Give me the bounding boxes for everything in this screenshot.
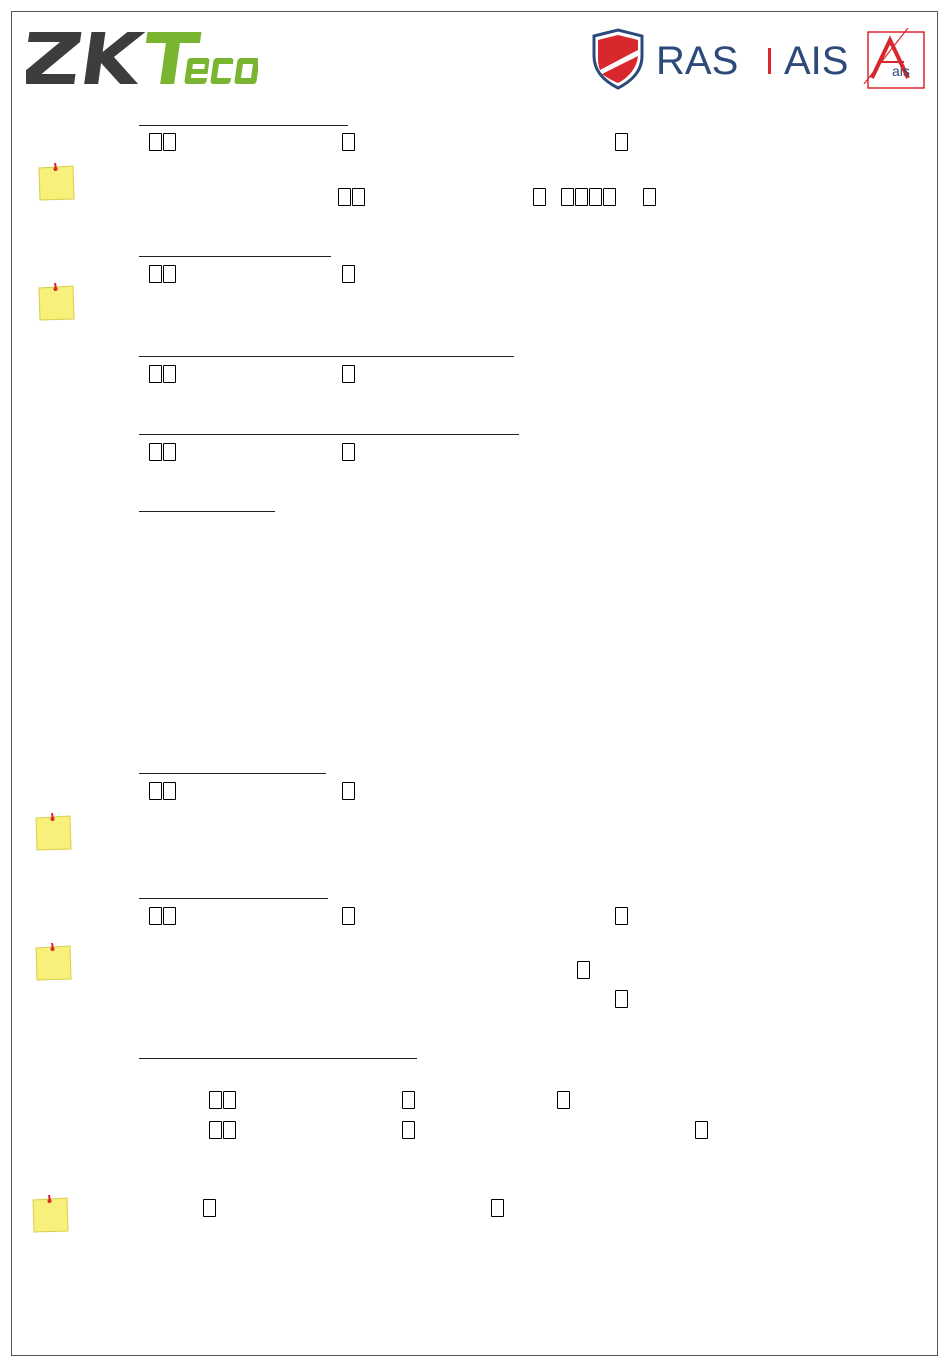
svg-text:ais: ais — [892, 63, 910, 79]
underline-rule — [139, 898, 328, 899]
glyph-group — [342, 443, 355, 461]
svg-text:AIS: AIS — [784, 39, 849, 83]
underline-rule — [139, 256, 331, 257]
glyph-group — [561, 188, 616, 206]
underline-rule — [139, 511, 275, 512]
glyph-group — [149, 265, 176, 283]
glyph-group — [615, 907, 628, 925]
ras-ais-logo — [588, 26, 928, 90]
underline-rule — [139, 434, 519, 435]
glyph-group — [577, 961, 590, 979]
glyph-group — [402, 1121, 415, 1139]
glyph-group — [209, 1091, 236, 1109]
sticky-note-icon — [37, 163, 75, 201]
glyph-group — [203, 1199, 216, 1217]
glyph-group — [342, 365, 355, 383]
svg-text:RAS: RAS — [656, 39, 739, 83]
glyph-group — [533, 188, 546, 206]
glyph-group — [491, 1199, 504, 1217]
glyph-group — [342, 265, 355, 283]
sticky-note-icon — [37, 283, 75, 321]
sticky-note-icon — [34, 813, 72, 851]
glyph-group — [342, 907, 355, 925]
underline-rule — [139, 773, 326, 774]
glyph-group — [149, 907, 176, 925]
glyph-group — [402, 1091, 415, 1109]
glyph-group — [209, 1121, 236, 1139]
glyph-group — [149, 365, 176, 383]
underline-rule — [139, 1058, 417, 1059]
sticky-note-icon — [31, 1195, 69, 1233]
sticky-note-icon — [34, 943, 72, 981]
underline-rule — [139, 125, 348, 126]
glyph-group — [342, 782, 355, 800]
glyph-group — [338, 188, 365, 206]
zkteco-logo — [26, 28, 258, 86]
glyph-group — [149, 443, 176, 461]
glyph-group — [643, 188, 656, 206]
glyph-group — [149, 133, 176, 151]
glyph-group — [695, 1121, 708, 1139]
underline-rule — [139, 356, 514, 357]
glyph-group — [342, 133, 355, 151]
glyph-group — [149, 782, 176, 800]
glyph-group — [615, 133, 628, 151]
glyph-group — [615, 990, 628, 1008]
glyph-group — [557, 1091, 570, 1109]
page-frame — [11, 11, 938, 1356]
